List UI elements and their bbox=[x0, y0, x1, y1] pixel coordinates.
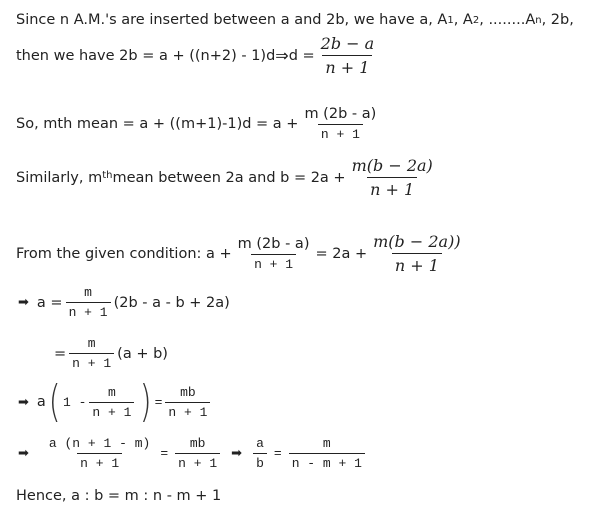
line-1-end: , 2b, bbox=[541, 12, 574, 28]
equals-2a: = 2a + bbox=[315, 245, 368, 262]
fraction-numerator: m bbox=[107, 384, 116, 400]
line-4 bbox=[16, 156, 439, 199]
fraction-numerator: mb bbox=[189, 436, 206, 451]
line-2-text: then we have 2b = a + ((n+2) - 1)d bbox=[16, 47, 276, 64]
line-7-rhs: (a + b) bbox=[117, 345, 168, 362]
fraction-denominator: n - m + 1 bbox=[289, 453, 365, 471]
m-over-n1-fraction bbox=[69, 336, 114, 371]
line-10 bbox=[16, 488, 221, 504]
fraction-denominator: b bbox=[253, 453, 267, 471]
a-term: a bbox=[36, 394, 46, 410]
line-1-sep: , A bbox=[453, 12, 473, 28]
fraction-numerator: m (2b - a) bbox=[304, 106, 377, 122]
line-5 bbox=[16, 232, 467, 275]
subscript-2: 2 bbox=[472, 14, 480, 26]
d-label: d = bbox=[288, 47, 315, 64]
line-4-post: mean between 2a and b = 2a + bbox=[112, 169, 346, 186]
fraction-numerator: 2b − a bbox=[320, 34, 375, 53]
right-arrow-icon: ➡ bbox=[231, 446, 243, 461]
fraction-denominator: n + 1 bbox=[89, 402, 134, 420]
d-fraction bbox=[318, 34, 378, 77]
fraction-denominator: n + 1 bbox=[392, 253, 442, 275]
one-minus: 1 - bbox=[62, 394, 87, 410]
fraction-numerator: a (n + 1 - m) bbox=[48, 436, 151, 451]
fraction-numerator: m bbox=[84, 285, 92, 300]
fraction-denominator: n + 1 bbox=[175, 453, 220, 471]
a-over-b-fraction bbox=[253, 436, 267, 471]
condition-fraction-right bbox=[370, 232, 463, 275]
line-9 bbox=[16, 436, 368, 471]
line-1 bbox=[16, 12, 574, 28]
line-6 bbox=[16, 285, 230, 320]
right-paren: ) bbox=[139, 376, 152, 427]
line-5-text: From the given condition: a + bbox=[16, 245, 232, 262]
mth-mean-fraction bbox=[301, 106, 379, 142]
fraction-denominator: n + 1 bbox=[66, 302, 111, 320]
line-8 bbox=[16, 376, 213, 427]
fraction-denominator: n + 1 bbox=[367, 177, 417, 199]
right-arrow-icon: ➡ bbox=[18, 446, 29, 461]
fraction-denominator: n + 1 bbox=[69, 353, 114, 371]
equals-sign: = bbox=[273, 446, 282, 461]
fraction-denominator: n + 1 bbox=[165, 402, 210, 420]
left-paren: ( bbox=[48, 376, 61, 427]
right-arrow-icon: ➡ bbox=[18, 394, 29, 410]
m-over-nm1-fraction bbox=[289, 436, 365, 471]
mb-over-n1-fraction bbox=[175, 436, 220, 471]
equals-sign: = bbox=[54, 345, 67, 362]
fraction-numerator: m(b − 2a) bbox=[351, 156, 433, 175]
line-1-dots: , ........A bbox=[479, 12, 536, 28]
superscript-th: th bbox=[102, 170, 113, 181]
fraction-numerator: m bbox=[322, 436, 331, 451]
fraction-denominator: n + 1 bbox=[251, 254, 296, 272]
m-over-n1-fraction bbox=[66, 285, 111, 320]
equals-sign: = bbox=[160, 446, 169, 461]
fraction-numerator: m(b − 2a)) bbox=[373, 232, 461, 251]
second-mean-fraction bbox=[349, 156, 436, 199]
line-7 bbox=[54, 336, 168, 371]
condition-fraction-left bbox=[235, 236, 313, 272]
equals-sign: = bbox=[154, 394, 163, 410]
m-over-n1-fraction bbox=[89, 385, 134, 420]
fraction-numerator: m bbox=[87, 336, 96, 351]
line-4-pre: Similarly, m bbox=[16, 169, 103, 186]
fraction-denominator: n + 1 bbox=[322, 55, 372, 77]
a-equals: a = bbox=[36, 294, 63, 311]
subscript-n: n bbox=[535, 14, 542, 26]
a-n1m-fraction bbox=[46, 436, 153, 471]
conclusion-text: Hence, a : b = m : n - m + 1 bbox=[16, 488, 222, 504]
fraction-denominator: n + 1 bbox=[318, 124, 363, 142]
fraction-numerator: a bbox=[256, 436, 264, 451]
line-6-rhs: (2b - a - b + 2a) bbox=[113, 294, 230, 311]
fraction-numerator: m (2b - a) bbox=[237, 235, 310, 252]
line-2 bbox=[16, 34, 380, 77]
mb-over-n1-fraction bbox=[165, 385, 210, 420]
right-arrow-icon: ➡ bbox=[18, 295, 29, 310]
line-1-text: Since n A.M.'s are inserted between a and 2b, we have a, A bbox=[16, 12, 448, 28]
subscript-1: 1 bbox=[447, 14, 454, 26]
fraction-numerator: mb bbox=[180, 384, 196, 400]
line-3 bbox=[16, 106, 382, 142]
implies-arrow: ⇒ bbox=[275, 46, 289, 65]
fraction-denominator: n + 1 bbox=[77, 453, 122, 471]
line-3-text: So, mth mean = a + ((m+1)-1)d = a + bbox=[16, 116, 299, 132]
